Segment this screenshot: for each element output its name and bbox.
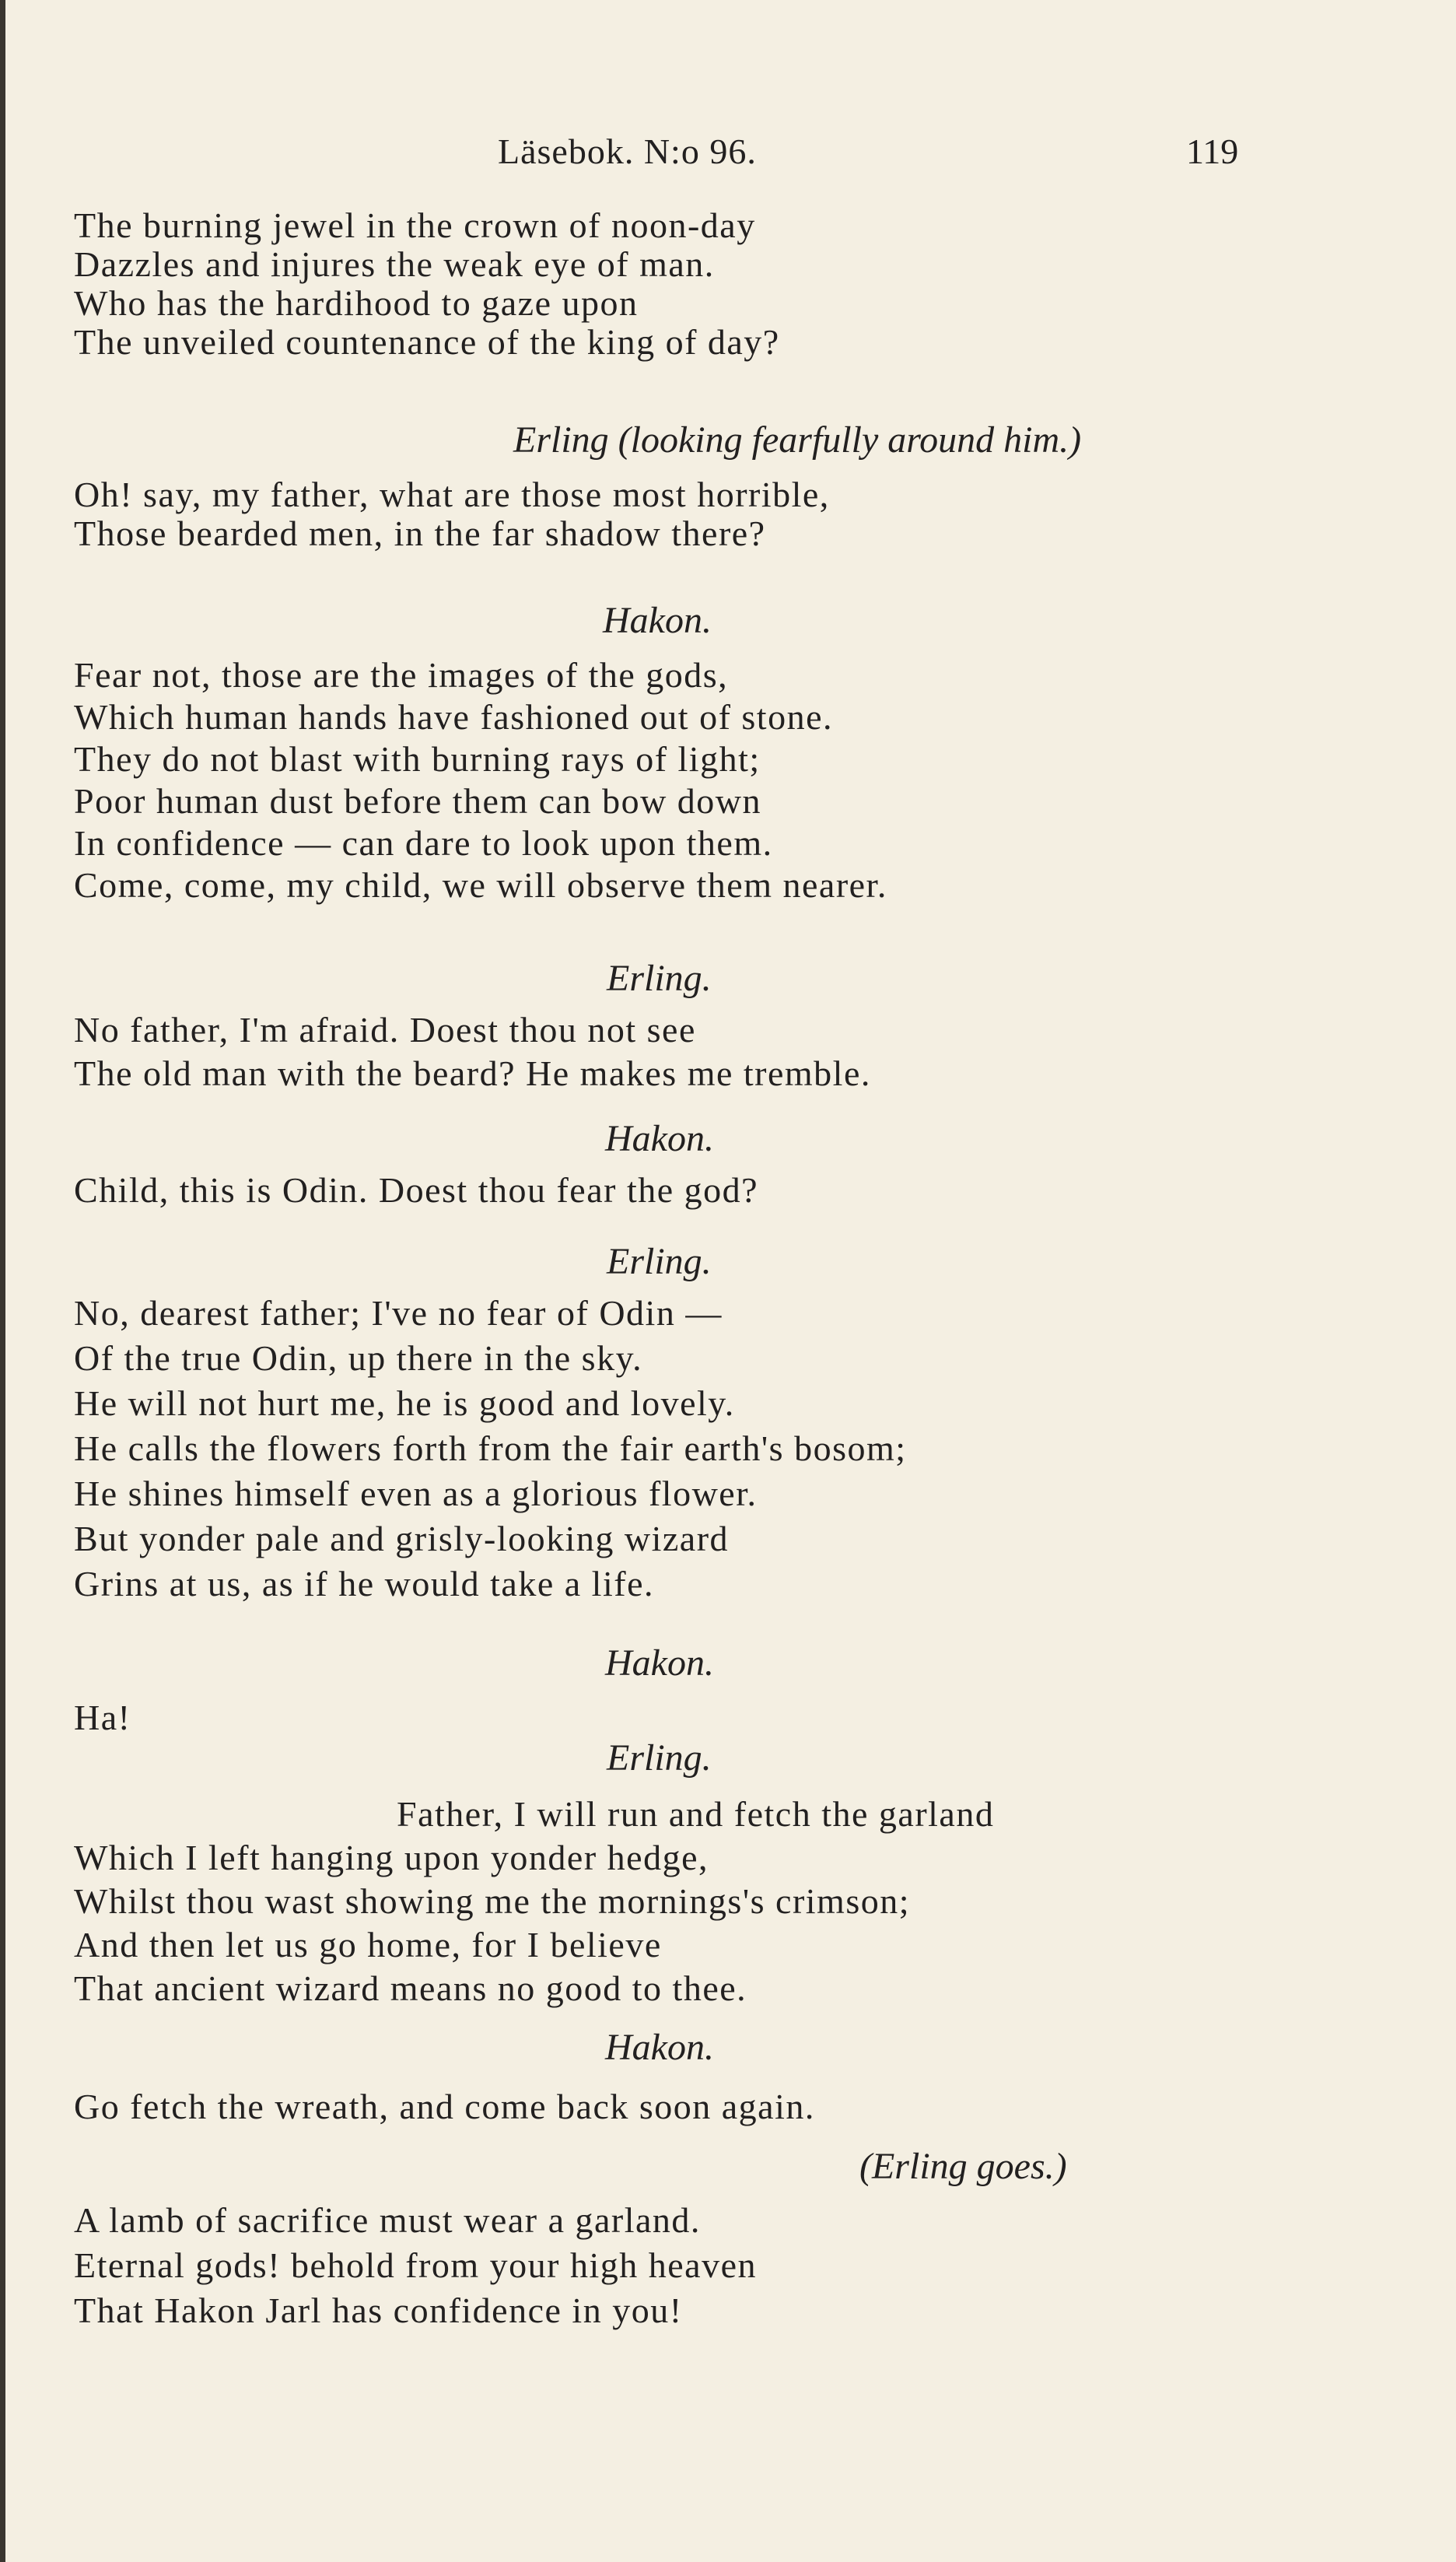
speaker-heading: Hakon. <box>603 600 712 641</box>
verse-line: The burning jewel in the crown of noon-day <box>74 205 756 245</box>
running-header: Läsebok. N:o 96. <box>498 131 757 171</box>
verse-line: They do not blast with burning rays of light; <box>74 739 761 779</box>
verse-line: He calls the flowers forth from the fair earth's bosom; <box>74 1428 907 1468</box>
verse-line: He shines himself even as a glorious flower. <box>74 1474 758 1513</box>
speaker-heading: Erling (looking fearfully around him.) <box>513 419 1082 461</box>
verse-line: That Hakon Jarl has confidence in you! <box>74 2290 683 2330</box>
speaker-heading: Erling. <box>607 958 712 999</box>
verse-line: The unveiled countenance of the king of day? <box>74 322 780 362</box>
verse-line: Eternal gods! behold from your high heaven <box>74 2245 757 2285</box>
verse-line: Come, come, my child, we will observe them nearer. <box>74 865 887 905</box>
verse-line: No father, I'm afraid. Doest thou not see <box>74 1010 696 1050</box>
verse-line: The old man with the beard? He makes me tremble. <box>74 1053 871 1093</box>
verse-line: Which human hands have fashioned out of stone. <box>74 697 833 737</box>
speaker-heading: Hakon. <box>605 1642 714 1684</box>
verse-line: Whilst thou wast showing me the mornings's crimson; <box>74 1881 911 1921</box>
speaker-heading: Erling. <box>607 1737 712 1779</box>
verse-line: Go fetch the wreath, and come back soon again. <box>74 2087 815 2126</box>
verse-line: Which I left hanging upon yonder hedge, <box>74 1838 709 1877</box>
verse-line: Grins at us, as if he would take a life. <box>74 1564 654 1603</box>
speaker-heading: Erling. <box>607 1241 712 1282</box>
verse-line: Child, this is Odin. Doest thou fear the god? <box>74 1170 759 1210</box>
page-number: 119 <box>1186 131 1239 171</box>
verse-line: He will not hurt me, he is good and lovely. <box>74 1383 735 1423</box>
speaker-heading: Hakon. <box>605 2027 714 2068</box>
verse-line: Of the true Odin, up there in the sky. <box>74 1338 643 1378</box>
speaker-heading: Hakon. <box>605 1118 714 1159</box>
stage-direction: (Erling goes.) <box>859 2146 1067 2187</box>
verse-line: Fear not, those are the images of the gods, <box>74 655 729 695</box>
verse-line: And then let us go home, for I believe <box>74 1925 662 1964</box>
verse-line: But yonder pale and grisly-looking wizard <box>74 1519 730 1558</box>
verse-line: In confidence — can dare to look upon them. <box>74 823 773 863</box>
verse-line: Oh! say, my father, what are those most horrible, <box>74 475 830 514</box>
verse-line: Poor human dust before them can bow down <box>74 781 762 821</box>
verse-line: Father, I will run and fetch the garland <box>397 1794 995 1834</box>
verse-line: Ha! <box>74 1698 131 1737</box>
verse-line: Who has the hardihood to gaze upon <box>74 283 639 323</box>
verse-line: No, dearest father; I've no fear of Odin — <box>74 1293 723 1333</box>
verse-line: Those bearded men, in the far shadow there? <box>74 513 766 553</box>
verse-line: That ancient wizard means no good to thee. <box>74 1968 747 2008</box>
verse-line: Dazzles and injures the weak eye of man. <box>74 244 715 284</box>
verse-line: A lamb of sacrifice must wear a garland. <box>74 2200 701 2240</box>
